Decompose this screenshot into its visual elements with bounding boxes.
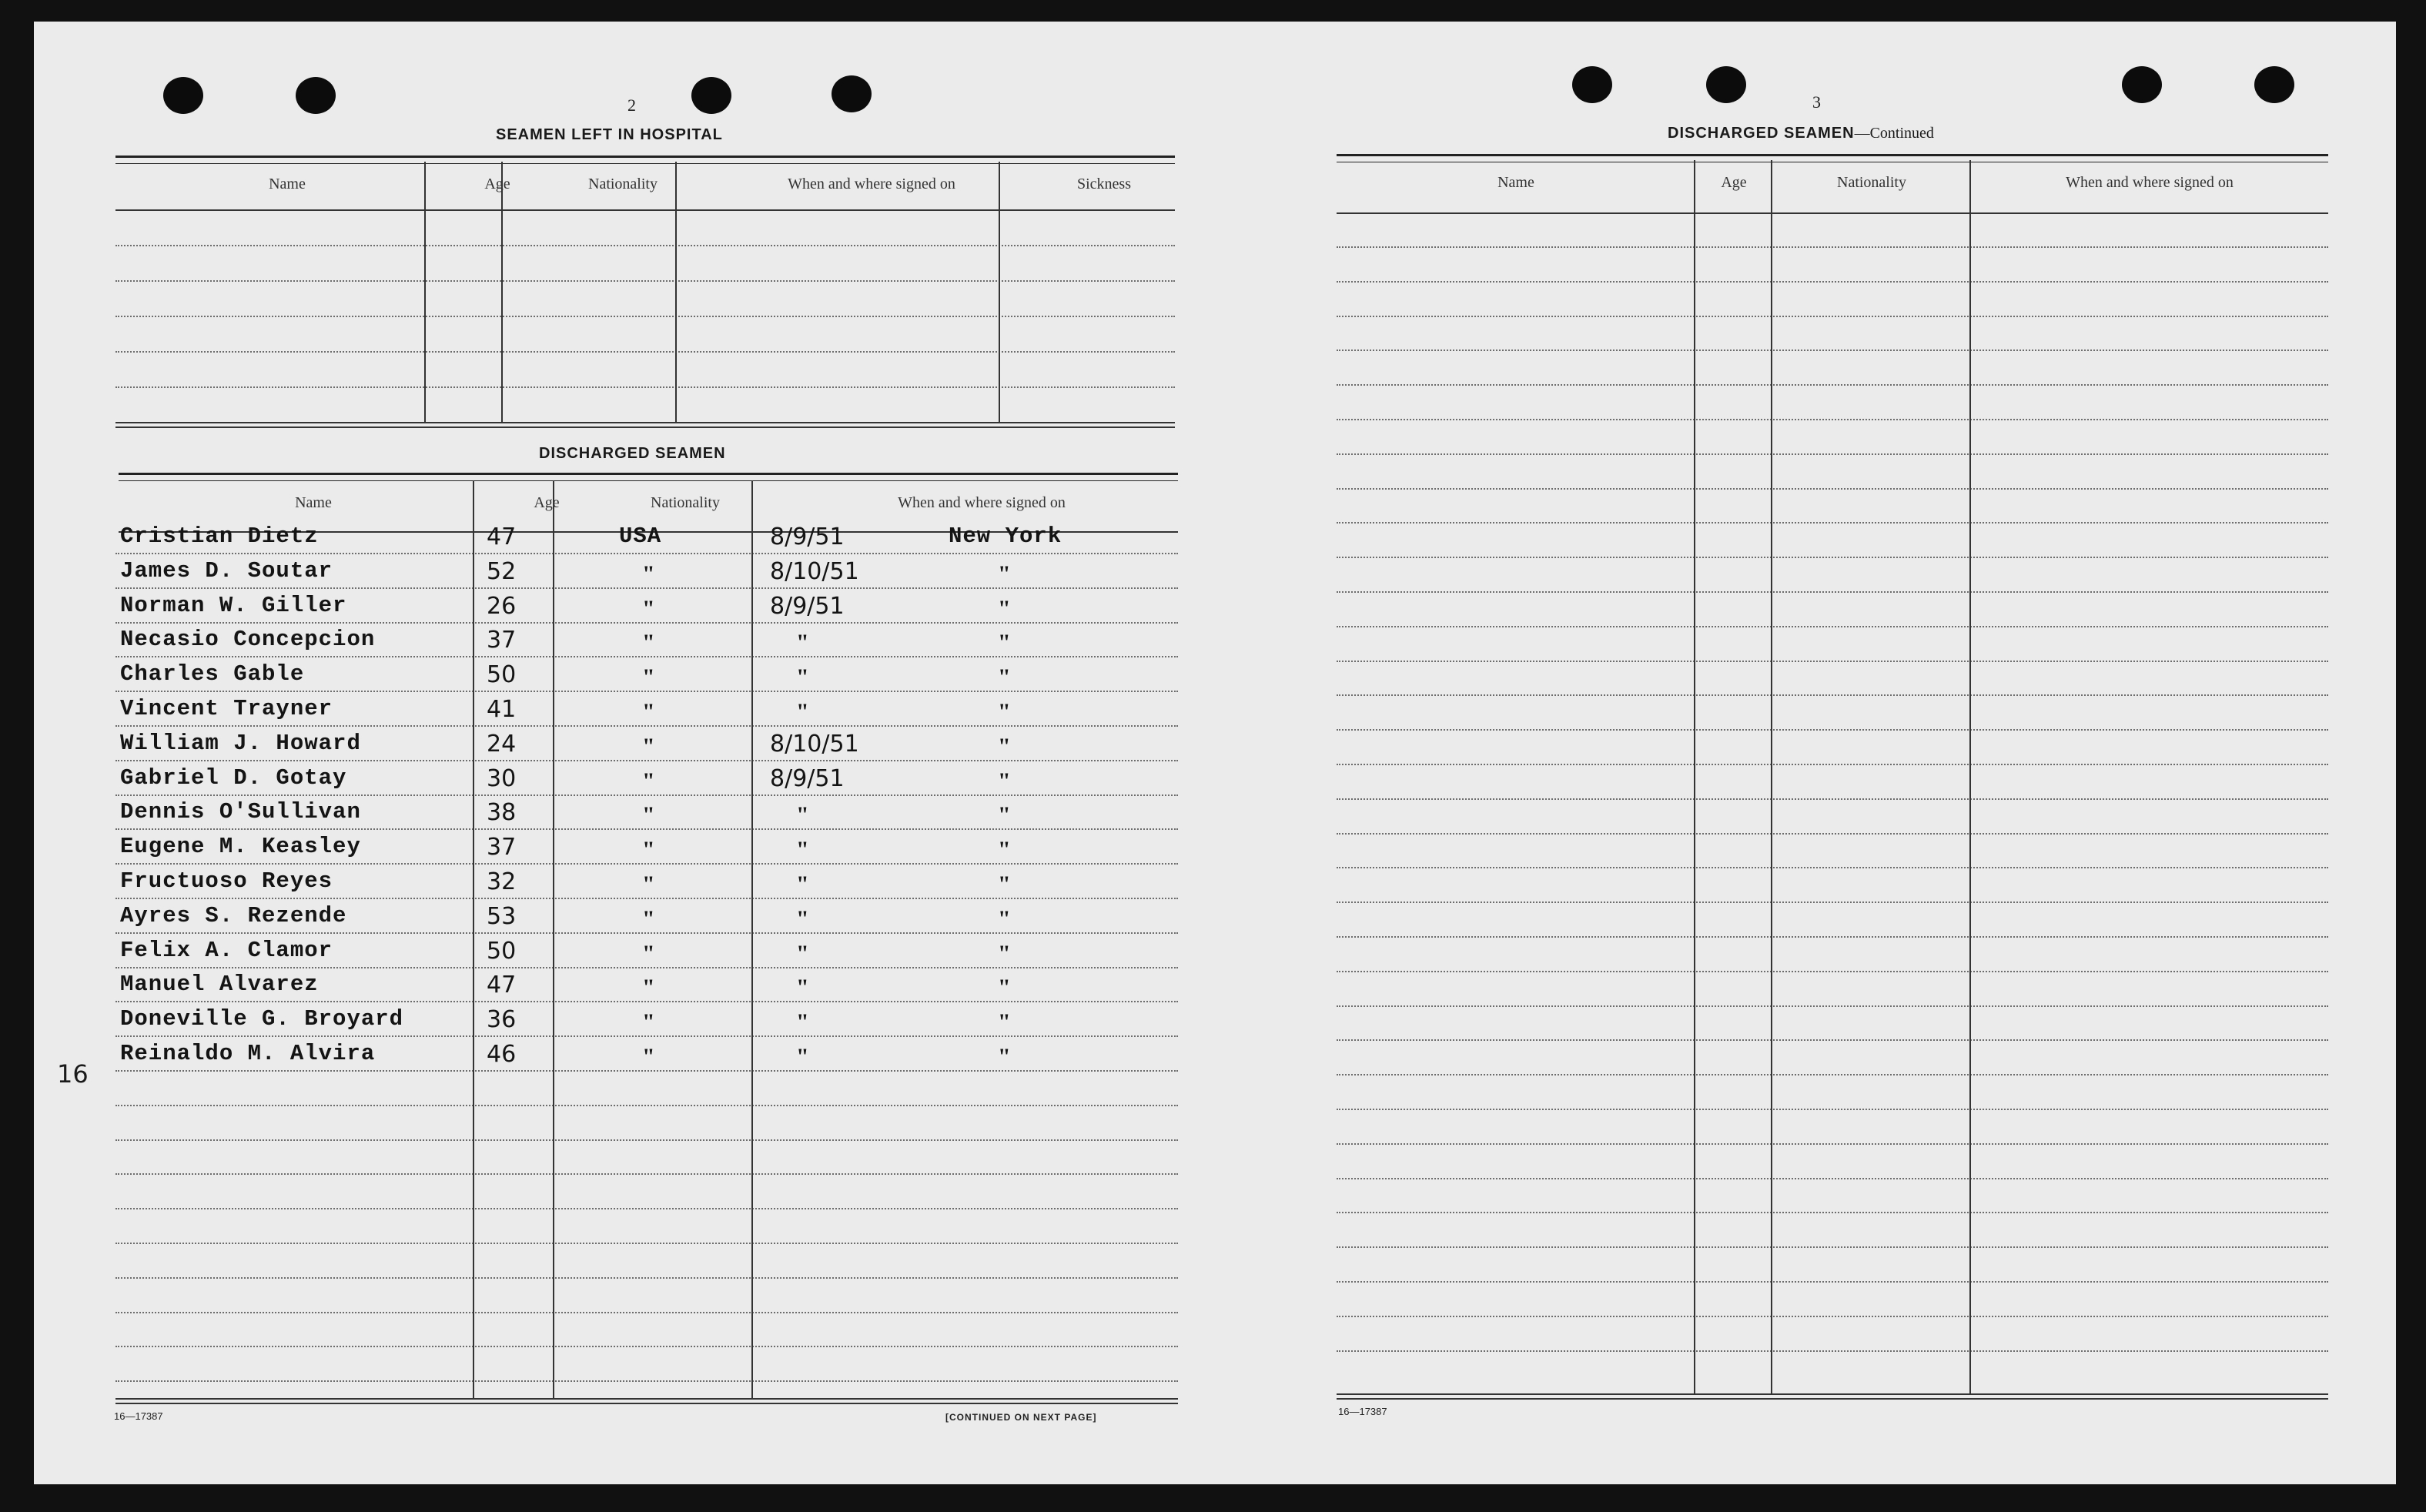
seaman-place-cell: " bbox=[998, 734, 1011, 759]
hospital-column-divider bbox=[501, 162, 503, 423]
seaman-age-cell: 24 bbox=[487, 731, 517, 758]
continued-row-line bbox=[1337, 661, 2328, 662]
seaman-date-cell: " bbox=[796, 941, 809, 966]
discharged-bottom-rule bbox=[115, 1398, 1178, 1400]
page-number: 2 bbox=[627, 95, 636, 115]
discharged-row-line bbox=[115, 656, 1178, 657]
seaman-nationality-cell: " bbox=[642, 1009, 655, 1035]
seaman-name-cell: Norman W. Giller bbox=[120, 593, 347, 618]
continued-bottom-rule bbox=[1337, 1393, 2328, 1395]
continued-title-suffix: —Continued bbox=[1854, 125, 1934, 142]
seaman-name-cell: Manuel Alvarez bbox=[120, 972, 319, 997]
seaman-date-cell: " bbox=[796, 975, 809, 1000]
seaman-name-cell: Felix A. Clamor bbox=[120, 938, 333, 963]
seaman-place-cell: " bbox=[998, 699, 1011, 724]
discharged-header-signed-on: When and where signed on bbox=[898, 494, 1066, 511]
continued-row-line bbox=[1337, 591, 2328, 593]
punch-hole bbox=[1572, 66, 1612, 103]
continued-row-line bbox=[1337, 246, 2328, 248]
seaman-age-cell: 37 bbox=[487, 834, 517, 861]
seaman-date-cell: " bbox=[796, 906, 809, 932]
discharged-row-line bbox=[115, 1380, 1178, 1382]
discharged-row-line bbox=[115, 898, 1178, 899]
seaman-place-cell: " bbox=[998, 664, 1011, 690]
hospital-header-signed-on: When and where signed on bbox=[788, 176, 955, 192]
seaman-name-cell: Fructuoso Reyes bbox=[120, 868, 333, 894]
right-page bbox=[1212, 22, 2396, 1484]
hospital-header-name: Name bbox=[269, 176, 306, 192]
discharged-header-nationality: Nationality bbox=[651, 494, 720, 511]
continued-row-line bbox=[1337, 522, 2328, 524]
discharged-row-line bbox=[115, 587, 1178, 589]
discharged-top-rule bbox=[119, 473, 1178, 481]
seaman-age-cell: 47 bbox=[487, 972, 517, 999]
seaman-date-cell: 8/9/51 bbox=[770, 593, 845, 620]
discharged-row-line bbox=[115, 1105, 1178, 1106]
seaman-age-cell: 38 bbox=[487, 799, 517, 826]
discharged-row-line bbox=[115, 1173, 1178, 1175]
discharged-row-line bbox=[115, 1312, 1178, 1313]
seaman-place-cell: New York bbox=[949, 524, 1062, 549]
continued-column-divider bbox=[1771, 160, 1772, 1395]
seaman-place-cell: " bbox=[998, 596, 1011, 621]
seaman-date-cell: 8/10/51 bbox=[770, 731, 859, 758]
seaman-place-cell: " bbox=[998, 768, 1011, 794]
seaman-name-cell: Charles Gable bbox=[120, 661, 305, 687]
continued-row-line bbox=[1337, 1246, 2328, 1248]
continued-bottom-rule bbox=[1337, 1398, 2328, 1400]
continued-row-line bbox=[1337, 557, 2328, 558]
seaman-date-cell: " bbox=[796, 1044, 809, 1069]
hospital-section-title: SEAMEN LEFT IN HOSPITAL bbox=[496, 126, 723, 143]
continued-row-line bbox=[1337, 729, 2328, 731]
continued-header-nationality: Nationality bbox=[1837, 174, 1906, 191]
continued-row-line bbox=[1337, 453, 2328, 455]
seaman-place-cell: " bbox=[998, 871, 1011, 897]
seaman-nationality-cell: " bbox=[642, 630, 655, 655]
seaman-place-cell: " bbox=[998, 906, 1011, 932]
continued-row-line bbox=[1337, 798, 2328, 800]
seaman-nationality-cell: " bbox=[642, 561, 655, 587]
discharged-row-line bbox=[115, 1277, 1178, 1279]
continued-row-line bbox=[1337, 350, 2328, 351]
continued-row-line bbox=[1337, 488, 2328, 490]
continued-row-line bbox=[1337, 1074, 2328, 1075]
seaman-age-cell: 32 bbox=[487, 868, 517, 895]
seaman-age-cell: 53 bbox=[487, 903, 517, 930]
seaman-name-cell: James D. Soutar bbox=[120, 558, 333, 584]
seaman-age-cell: 46 bbox=[487, 1041, 517, 1068]
continued-row-line bbox=[1337, 971, 2328, 972]
seaman-place-cell: " bbox=[998, 802, 1011, 828]
discharged-row-line bbox=[115, 932, 1178, 934]
form-number: 16—17387 bbox=[1338, 1406, 1387, 1417]
seaman-place-cell: " bbox=[998, 630, 1011, 655]
seaman-name-cell: Eugene M. Keasley bbox=[120, 834, 361, 859]
discharged-row-line bbox=[115, 794, 1178, 796]
continued-row-line bbox=[1337, 1005, 2328, 1007]
form-number: 16—17387 bbox=[114, 1410, 163, 1422]
continued-header-age: Age bbox=[1721, 174, 1747, 191]
continued-column-divider bbox=[1969, 160, 1971, 1395]
discharged-header-age: Age bbox=[534, 494, 560, 511]
hospital-top-rule bbox=[115, 156, 1175, 164]
seaman-nationality-cell: " bbox=[642, 906, 655, 932]
continued-row-line bbox=[1337, 1039, 2328, 1041]
discharged-header-name: Name bbox=[295, 494, 332, 511]
punch-hole bbox=[2122, 66, 2162, 103]
continued-header-rule bbox=[1337, 212, 2328, 214]
discharged-row-line bbox=[115, 828, 1178, 830]
seaman-date-cell: " bbox=[796, 802, 809, 828]
discharged-row-line bbox=[115, 863, 1178, 865]
continued-row-line bbox=[1337, 1350, 2328, 1352]
continued-row-line bbox=[1337, 1143, 2328, 1145]
discharged-row-line bbox=[115, 691, 1178, 692]
seaman-name-cell: Reinaldo M. Alvira bbox=[120, 1041, 376, 1066]
seaman-age-cell: 36 bbox=[487, 1006, 517, 1033]
discharged-row-line bbox=[115, 622, 1178, 624]
hospital-bottom-rule bbox=[115, 422, 1175, 423]
seaman-date-cell: " bbox=[796, 699, 809, 724]
continued-row-line bbox=[1337, 1316, 2328, 1317]
continued-row-line bbox=[1337, 867, 2328, 868]
seaman-date-cell: " bbox=[796, 1009, 809, 1035]
seaman-place-cell: " bbox=[998, 941, 1011, 966]
continued-row-line bbox=[1337, 384, 2328, 386]
discharged-bottom-rule bbox=[115, 1403, 1178, 1404]
discharged-row-line bbox=[115, 1035, 1178, 1037]
seaman-age-cell: 50 bbox=[487, 938, 517, 965]
continued-row-line bbox=[1337, 936, 2328, 938]
discharged-row-line bbox=[115, 1070, 1178, 1072]
hospital-row-line bbox=[115, 245, 1175, 246]
punch-hole bbox=[1706, 66, 1746, 103]
discharged-row-line bbox=[115, 1139, 1178, 1141]
hospital-bottom-rule bbox=[115, 427, 1175, 428]
discharged-row-line bbox=[115, 760, 1178, 761]
seaman-nationality-cell: " bbox=[642, 699, 655, 724]
discharged-column-divider bbox=[553, 480, 554, 1400]
document-sheet bbox=[34, 22, 2396, 1484]
seaman-date-cell: 8/10/51 bbox=[770, 558, 859, 585]
seaman-name-cell: Cristian Dietz bbox=[120, 524, 319, 549]
seaman-age-cell: 41 bbox=[487, 696, 517, 723]
seaman-name-cell: Ayres S. Rezende bbox=[120, 903, 347, 928]
seaman-date-cell: 8/9/51 bbox=[770, 765, 845, 792]
hospital-column-divider bbox=[424, 162, 426, 423]
discharged-row-line bbox=[115, 725, 1178, 727]
seaman-nationality-cell: " bbox=[642, 1044, 655, 1069]
hospital-row-line bbox=[115, 280, 1175, 282]
discharged-row-line bbox=[115, 1346, 1178, 1347]
seaman-date-cell: " bbox=[796, 837, 809, 862]
discharged-row-line bbox=[115, 967, 1178, 968]
seaman-nationality-cell: " bbox=[642, 941, 655, 966]
continued-title-main: DISCHARGED SEAMEN bbox=[1668, 125, 1855, 142]
discharged-row-line bbox=[115, 1243, 1178, 1244]
continued-row-line bbox=[1337, 902, 2328, 903]
margin-count-note: 16 bbox=[57, 1059, 89, 1089]
seaman-date-cell: 8/9/51 bbox=[770, 524, 845, 550]
punch-hole bbox=[2254, 66, 2294, 103]
seaman-place-cell: " bbox=[998, 837, 1011, 862]
punch-hole bbox=[163, 77, 203, 114]
punch-hole bbox=[296, 77, 336, 114]
continued-header-name: Name bbox=[1497, 174, 1534, 191]
discharged-section-title: DISCHARGED SEAMEN bbox=[539, 445, 726, 462]
seaman-nationality-cell: " bbox=[642, 975, 655, 1000]
continued-footer-note: [CONTINUED ON NEXT PAGE] bbox=[945, 1412, 1097, 1423]
continued-row-line bbox=[1337, 1109, 2328, 1110]
continued-top-rule bbox=[1337, 154, 2328, 162]
seaman-nationality-cell: USA bbox=[619, 524, 662, 549]
seaman-nationality-cell: " bbox=[642, 871, 655, 897]
page-number: 3 bbox=[1812, 92, 1821, 112]
seaman-nationality-cell: " bbox=[642, 596, 655, 621]
seaman-name-cell: Dennis O'Sullivan bbox=[120, 799, 361, 825]
seaman-place-cell: " bbox=[998, 1009, 1011, 1035]
hospital-column-divider bbox=[999, 162, 1000, 423]
left-page bbox=[34, 22, 1212, 1484]
continued-row-line bbox=[1337, 281, 2328, 283]
hospital-header-nationality: Nationality bbox=[588, 176, 658, 192]
seaman-name-cell: Gabriel D. Gotay bbox=[120, 765, 347, 791]
discharged-column-divider bbox=[751, 480, 753, 1400]
continued-section-title bbox=[1668, 125, 1934, 142]
seaman-age-cell: 26 bbox=[487, 593, 517, 620]
seaman-nationality-cell: " bbox=[642, 768, 655, 794]
seaman-date-cell: " bbox=[796, 630, 809, 655]
seaman-date-cell: " bbox=[796, 871, 809, 897]
seaman-name-cell: Doneville G. Broyard bbox=[120, 1006, 404, 1032]
hospital-column-divider bbox=[675, 162, 677, 423]
seaman-age-cell: 50 bbox=[487, 661, 517, 688]
continued-row-line bbox=[1337, 316, 2328, 317]
continued-row-line bbox=[1337, 419, 2328, 420]
seaman-nationality-cell: " bbox=[642, 802, 655, 828]
continued-row-line bbox=[1337, 1212, 2328, 1213]
punch-hole bbox=[832, 75, 872, 112]
continued-row-line bbox=[1337, 626, 2328, 627]
seaman-nationality-cell: " bbox=[642, 837, 655, 862]
seaman-age-cell: 47 bbox=[487, 524, 517, 550]
seaman-nationality-cell: " bbox=[642, 664, 655, 690]
seaman-name-cell: William J. Howard bbox=[120, 731, 361, 756]
hospital-header-age: Age bbox=[484, 176, 510, 192]
hospital-header-rule bbox=[115, 209, 1175, 211]
continued-header-signed-on: When and where signed on bbox=[2066, 174, 2234, 191]
seaman-place-cell: " bbox=[998, 1044, 1011, 1069]
discharged-row-line bbox=[115, 1208, 1178, 1209]
discharged-row-line bbox=[115, 553, 1178, 554]
continued-row-line bbox=[1337, 1178, 2328, 1179]
hospital-row-line bbox=[115, 386, 1175, 388]
hospital-row-line bbox=[115, 316, 1175, 317]
continued-row-line bbox=[1337, 833, 2328, 835]
seaman-age-cell: 52 bbox=[487, 558, 517, 585]
seaman-place-cell: " bbox=[998, 561, 1011, 587]
continued-row-line bbox=[1337, 764, 2328, 765]
continued-column-divider bbox=[1694, 160, 1695, 1395]
hospital-row-line bbox=[115, 351, 1175, 353]
punch-hole bbox=[691, 77, 731, 114]
seaman-name-cell: Vincent Trayner bbox=[120, 696, 333, 721]
seaman-age-cell: 30 bbox=[487, 765, 517, 792]
seaman-age-cell: 37 bbox=[487, 627, 517, 654]
seaman-nationality-cell: " bbox=[642, 734, 655, 759]
seaman-name-cell: Necasio Concepcion bbox=[120, 627, 376, 652]
discharged-column-divider bbox=[473, 480, 474, 1400]
seaman-place-cell: " bbox=[998, 975, 1011, 1000]
seaman-date-cell: " bbox=[796, 664, 809, 690]
discharged-row-line bbox=[115, 1001, 1178, 1002]
hospital-header-sickness: Sickness bbox=[1077, 176, 1131, 192]
continued-row-line bbox=[1337, 694, 2328, 696]
continued-row-line bbox=[1337, 1281, 2328, 1283]
